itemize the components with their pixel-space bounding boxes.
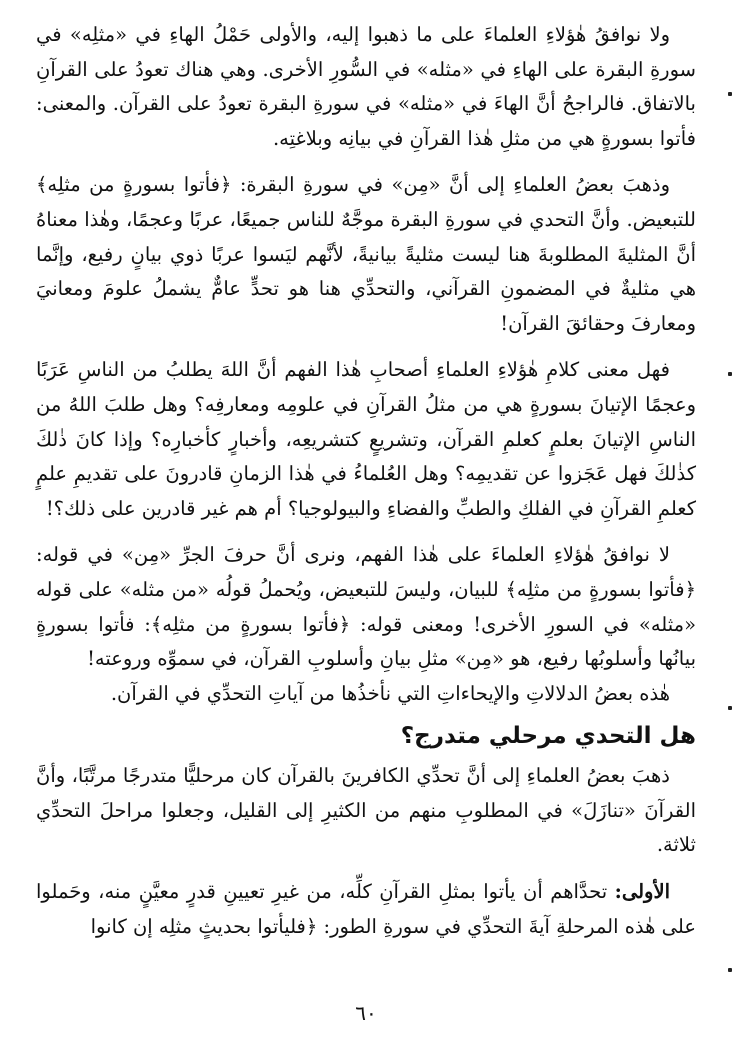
- paragraph-2: وذهبَ بعضُ العلماءِ إلى أنَّ «مِن» في سورةِ البقرة: ﴿فأتوا بسورةٍ من مثلِه﴾ للتبعيض. وأنَّ التحدي في سورةِ البقرة موجَّهٌ للناس جميعًا، عربًا وعجمًا، وهٰذا معناهُ أنَّ المثليةَ المطلوبةَ هنا ليست مثليةً بيانيةً، لأنَّهم ليَسوا عربًا ذوي بيانٍ رفيع، وإنَّما هي مثليةٌ في المضمونِ القرآني، والتحدِّي هنا هو تحدٍّ عامٌّ يشملُ علومَ ومعانيَ ومعارفَ وحقائقَ القرآن!: [36, 173, 696, 335]
- first-stage-label: الأولى:: [614, 880, 670, 904]
- margin-mark: [728, 706, 732, 710]
- first-stage-paragraph: [36, 875, 696, 944]
- paragraph-3: فهل معنى كلامِ هٰؤلاءِ العلماءِ أصحابِ هٰذا الفهم أنَّ اللهَ يطلبُ من الناسِ عَرَبًا وعجمًا الإتيانَ بسورةٍ هي من مثلُ القرآنِ في علومِه ومعارفِه؟ وهل طلبَ اللهُ من الناسِ الإتيانَ بعلمٍ كعلمِ القرآن، وتشريعٍ كتشريعِه، وأخبارٍ كأخبارِه؟ وإذا كانَ ذٰلكَ كذٰلكَ فهل عَجَزوا عن تقديمِه؟ وهل العُلماءُ في هٰذا الزمانِ قادرونَ على تقديمِ علمٍ كعلمِ القرآنِ في الفلكِ والطبِّ والفضاءِ والبيولوجيا؟ أم هم غير قادرين على ذلك؟!: [36, 358, 696, 520]
- page-body: [36, 18, 696, 944]
- paragraph-4: لا نوافقُ هٰؤلاءِ العلماءَ على هٰذا الفهم، ونرى أنَّ حرفَ الجرِّ «مِن» في قوله: ﴿فأتوا بسورةٍ من مثلِه﴾ للبيان، وليسَ للتبعيض، ويُحملُ قولُه «من مثله» على قوله «مثله» في السورِ الأخرى! ومعنى قوله: ﴿فأتوا بسورةٍ من مثلِه﴾: فأتوا بسورةٍ بيانُها وأسلوبُها رفيع، هو «مِن» مثلِ بيانِ وأسلوبِ القرآن، في سموِّه وروعته!: [36, 543, 696, 671]
- section-paragraph: ذهبَ بعضُ العلماءِ إلى أنَّ تحدِّي الكافرينَ بالقرآن كان مرحليًّا متدرجًا مرتَّبًا، وأنَّ القرآنَ «تنازَلَ» في المطلوبِ منهم من الكثيرِ إلى القليل، وجعلوا مراحلَ التحدِّي ثلاثة.: [36, 764, 696, 857]
- paragraph-1: ولا نوافقُ هٰؤلاءِ العلماءَ على ما ذهبوا إليه، والأولى حَمْلُ الهاءِ في «مثلِه» في سورةِ البقرة على الهاءِ في «مثله» في السُّورِ الأخرى. وهي هناك تعودُ على القرآنِ بالاتفاق. فالراجحُ أنَّ الهاءَ في «مثله» في سورةِ البقرة تعودُ على القرآن. والمعنى: فأتوا بسورةٍ هي من مثلِ هٰذا القرآنِ في بيانِه وبلاغتِه.: [36, 23, 696, 150]
- paragraph-5: هٰذه بعضُ الدلالاتِ والإيحاءاتِ التي نأخذُها من آياتِ التحدِّي في القرآن.: [110, 681, 670, 705]
- margin-mark: [728, 968, 732, 972]
- margin-mark: [728, 92, 732, 96]
- section-heading: هل التحدي مرحلي متدرج؟: [400, 723, 696, 750]
- page-number: ٦٠: [355, 1001, 377, 1025]
- margin-mark: [728, 372, 732, 376]
- first-stage-text: تحدَّاهم أن يأتوا بمثلِ القرآنِ كلِّه، من غيرِ تعيينِ قدرٍ معيَّنٍ منه، وحَملوا على هٰذه المرحلةِ آيةَ التحدِّي في سورةِ الطور: ﴿فليأتوا بحديثٍ مثلِه إن كانوا: [36, 880, 696, 938]
